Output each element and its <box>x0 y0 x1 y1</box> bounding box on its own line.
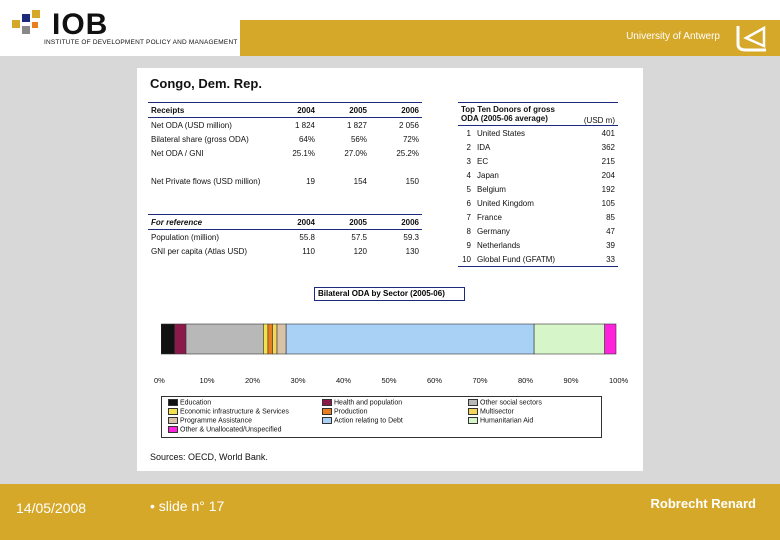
cell: 150 <box>405 176 419 186</box>
legend-item <box>468 417 533 424</box>
legend-swatch <box>168 417 178 424</box>
legend-item <box>168 426 282 433</box>
x-tick-label: 10% <box>199 376 215 385</box>
legend-item <box>468 399 542 406</box>
cell: 59.3 <box>403 232 419 242</box>
bar-segment-2 <box>186 324 263 354</box>
university-logo-icon <box>734 24 770 52</box>
row-label: Bilateral share (gross ODA) <box>151 134 249 144</box>
x-tick-label: 80% <box>518 376 534 385</box>
legend-swatch <box>322 417 332 424</box>
cell: 25.1% <box>292 148 315 158</box>
legend-item <box>168 417 252 424</box>
table-row <box>148 132 422 146</box>
legend-item <box>322 417 403 424</box>
legend-item <box>168 399 211 406</box>
table-row <box>458 238 618 252</box>
cell: 120 <box>353 246 367 256</box>
legend-swatch <box>168 408 178 415</box>
cell: 130 <box>405 246 419 256</box>
iob-logo <box>12 6 252 50</box>
x-tick-label: 90% <box>563 376 579 385</box>
bar-segment-8 <box>534 324 605 354</box>
chart-legend <box>161 396 602 438</box>
year-header: 2005 <box>318 103 370 118</box>
donor-name: United States <box>477 128 526 138</box>
rank: 4 <box>466 170 471 180</box>
donor-name: Japan <box>477 170 499 180</box>
x-tick-label: 70% <box>472 376 488 385</box>
cell: 1 824 <box>294 120 315 130</box>
cell: 110 <box>302 246 315 256</box>
row-label <box>148 160 266 174</box>
cell <box>318 160 370 174</box>
donor-name: EC <box>477 156 489 166</box>
row-label: GNI per capita (Atlas USD) <box>151 246 248 256</box>
sector-bar-chart <box>161 323 617 355</box>
legend-swatch <box>468 417 478 424</box>
row-label: Net ODA / GNI <box>151 148 204 158</box>
logo-text: IOB <box>52 8 109 41</box>
donor-value: 85 <box>606 212 615 222</box>
legend-label: Economic infrastructure & Services <box>180 408 289 416</box>
donor-name: IDA <box>477 142 491 152</box>
bar-segment-9 <box>605 324 616 354</box>
page-title: Congo, Dem. Rep. <box>150 76 262 91</box>
cell <box>370 160 422 174</box>
legend-label: Multisector <box>480 408 514 416</box>
legend-label: Other & Unallocated/Unspecified <box>180 426 282 434</box>
bar-segment-5 <box>272 324 277 354</box>
x-tick-label: 50% <box>381 376 397 385</box>
legend-swatch <box>468 399 478 406</box>
row-label: Net ODA (USD million) <box>151 120 232 130</box>
reference-header-label: For reference <box>148 215 266 230</box>
donor-value: 39 <box>606 240 615 250</box>
legend-swatch <box>322 408 332 415</box>
year-header: 2004 <box>266 215 318 230</box>
rank: 1 <box>466 128 471 138</box>
legend-item <box>322 399 402 406</box>
legend-label: Humanitarian Aid <box>480 417 534 425</box>
logo-mark-icon <box>12 10 48 40</box>
sources-note: Sources: OECD, World Bank. <box>150 452 268 462</box>
table-row <box>148 146 422 160</box>
table-row <box>458 126 618 141</box>
donor-value: 401 <box>601 128 615 138</box>
year-header: 2005 <box>318 215 370 230</box>
receipts-table <box>148 102 422 188</box>
legend-item <box>468 408 514 415</box>
receipts-header-label: Receipts <box>148 103 266 118</box>
reference-table <box>148 214 422 258</box>
rank: 7 <box>466 212 471 222</box>
table-row <box>148 230 422 245</box>
legend-swatch <box>322 399 332 406</box>
logo-subtitle: INSTITUTE OF DEVELOPMENT POLICY AND MANAGEMENT <box>44 39 238 46</box>
donor-value: 215 <box>601 156 615 166</box>
donors-header-line2: ODA (2005-06 average) <box>461 114 548 123</box>
legend-label: Other social sectors <box>480 399 542 407</box>
donor-name: Netherlands <box>477 240 521 250</box>
donor-value: 33 <box>606 254 615 264</box>
donor-name: France <box>477 212 502 222</box>
table-row <box>458 154 618 168</box>
legend-item <box>168 408 289 415</box>
cell: 27.0% <box>344 148 367 158</box>
x-tick-label: 40% <box>336 376 352 385</box>
donor-value: 192 <box>601 184 615 194</box>
table-row <box>148 244 422 258</box>
receipts-header-row <box>148 103 422 118</box>
cell: 55.8 <box>299 232 315 242</box>
year-header: 2004 <box>266 103 318 118</box>
rank: 9 <box>466 240 471 250</box>
footer-bar <box>0 484 780 540</box>
donors-header-row <box>458 103 618 126</box>
x-tick-label: 30% <box>290 376 306 385</box>
table-row <box>458 210 618 224</box>
donors-unit: (USD m) <box>574 103 618 126</box>
top-donors-table <box>458 102 618 267</box>
bar-segment-0 <box>161 324 175 354</box>
legend-label: Production <box>334 408 368 416</box>
donor-value: 204 <box>601 170 615 180</box>
chart-title: Bilateral ODA by Sector (2005-06) <box>314 287 465 301</box>
bar-segment-1 <box>175 324 186 354</box>
legend-swatch <box>168 399 178 406</box>
footer-author: Robrecht Renard <box>650 496 756 511</box>
donor-name: Belgium <box>477 184 506 194</box>
rank: 5 <box>466 184 471 194</box>
legend-swatch <box>468 408 478 415</box>
bar-segment-6 <box>277 324 286 354</box>
donor-value: 362 <box>601 142 615 152</box>
legend-label: Action relating to Debt <box>334 417 403 425</box>
cell: 56% <box>350 134 367 144</box>
year-header: 2006 <box>370 215 422 230</box>
row-label: Population (million) <box>151 232 220 242</box>
rank: 2 <box>466 142 471 152</box>
legend-label: Education <box>180 399 212 407</box>
rank: 10 <box>462 254 471 264</box>
footer-date: 14/05/2008 <box>16 500 87 516</box>
donor-name: Germany <box>477 226 510 236</box>
bar-segment-3 <box>263 324 268 354</box>
cell: 19 <box>306 176 315 186</box>
row-label: Net Private flows (USD million) <box>151 176 261 186</box>
table-row <box>458 252 618 267</box>
table-row <box>458 224 618 238</box>
table-row <box>458 168 618 182</box>
legend-label: Programme Assistance <box>180 417 252 425</box>
legend-swatch <box>168 426 178 433</box>
donor-name: Global Fund (GFATM) <box>477 254 556 264</box>
cell: 2 056 <box>398 120 419 130</box>
legend-label: Health and population <box>334 399 403 407</box>
rank: 8 <box>466 226 471 236</box>
cell: 1 827 <box>346 120 367 130</box>
cell: 72% <box>402 134 419 144</box>
donors-header <box>458 103 574 126</box>
cell <box>266 160 318 174</box>
x-tick-label: 100% <box>609 376 629 385</box>
donor-name: United Kingdom <box>477 198 534 208</box>
table-row <box>148 174 422 188</box>
table-row <box>458 196 618 210</box>
table-row <box>148 118 422 133</box>
x-tick-label: 0% <box>154 376 165 385</box>
footer-slide-number: • slide n° 17 <box>150 498 225 514</box>
rank: 3 <box>466 156 471 166</box>
table-row <box>458 140 618 154</box>
cell: 154 <box>353 176 367 186</box>
reference-header-row <box>148 215 422 230</box>
table-row <box>458 182 618 196</box>
donor-value: 105 <box>601 198 615 208</box>
donor-value: 47 <box>606 226 615 236</box>
year-header: 2006 <box>370 103 422 118</box>
table-row <box>148 160 422 174</box>
cell: 57.5 <box>351 232 367 242</box>
donors-header-line1: Top Ten Donors of gross <box>461 105 555 114</box>
x-tick-label: 20% <box>245 376 261 385</box>
university-label: University of Antwerp <box>626 31 720 42</box>
cell: 64% <box>298 134 315 144</box>
legend-item <box>322 408 367 415</box>
rank: 6 <box>466 198 471 208</box>
x-tick-label: 60% <box>427 376 443 385</box>
cell: 25.2% <box>396 148 419 158</box>
bar-segment-7 <box>286 324 534 354</box>
bar-segment-4 <box>268 324 273 354</box>
